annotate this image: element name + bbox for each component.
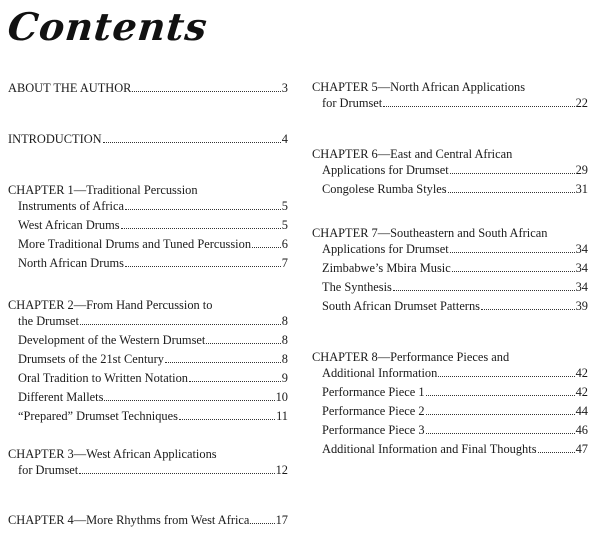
toc-subentry[interactable]: South African Drumset Patterns 39 xyxy=(322,299,588,313)
toc-entry-chapter-2[interactable] xyxy=(8,297,288,424)
toc-page-number: 4 xyxy=(281,132,288,146)
chapter-heading: CHAPTER 2—From Hand Percussion to xyxy=(8,298,213,312)
leader-dots xyxy=(125,209,281,210)
toc-subentry[interactable]: Development of the Western Drumset 8 xyxy=(18,333,288,347)
toc-entry-about-author[interactable] xyxy=(8,80,288,96)
leader-dots xyxy=(79,473,274,474)
chapter-heading-line2: Applications for Drumset xyxy=(322,242,449,256)
toc-page-number: 3 xyxy=(281,81,288,95)
chapter-heading: CHAPTER 3—West African Applications xyxy=(8,447,217,461)
toc-page-number: 17 xyxy=(275,513,288,527)
toc-subentry[interactable]: Additional Information and Final Thoughts 47 xyxy=(322,442,588,456)
chapter-heading-line2: Additional Information xyxy=(322,366,438,380)
toc-page-number: 34 xyxy=(575,242,588,256)
toc-subentry[interactable]: Different Mallets 10 xyxy=(18,390,288,404)
chapter-heading: CHAPTER 1—Traditional Percussion xyxy=(8,183,198,197)
chapter-heading-line2: Instruments of Africa xyxy=(18,199,124,213)
toc-entry-chapter-5[interactable] xyxy=(312,79,588,111)
toc-subentry[interactable]: The Synthesis 34 xyxy=(322,280,588,294)
toc-entry-chapter-8[interactable] xyxy=(312,349,588,457)
toc-entry-label: INTRODUCTION xyxy=(8,132,102,146)
chapter-heading-line2: for Drumset xyxy=(18,463,79,477)
chapter-heading-line2: for Drumset xyxy=(322,96,383,110)
leader-dots xyxy=(103,142,281,143)
toc-subentry[interactable]: West African Drums 5 xyxy=(18,218,288,232)
leader-dots xyxy=(450,252,575,253)
chapter-heading-line2: the Drumset xyxy=(18,314,79,328)
toc-subentry[interactable]: Drumsets of the 21st Century 8 xyxy=(18,352,288,366)
toc-subentry[interactable]: “Prepared” Drumset Techniques 11 xyxy=(18,409,288,423)
chapter-heading: CHAPTER 5—North African Applications xyxy=(312,80,526,94)
toc-entry-chapter-7[interactable] xyxy=(312,225,588,314)
toc-subentry[interactable]: Oral Tradition to Written Notation 9 xyxy=(18,371,288,385)
leader-dots xyxy=(383,106,574,107)
leader-dots xyxy=(450,173,575,174)
chapter-heading: CHAPTER 8—Performance Pieces and xyxy=(312,350,510,364)
toc-page-number: 22 xyxy=(575,96,588,110)
toc-subentry[interactable]: Performance Piece 3 46 xyxy=(322,423,588,437)
toc-page-number: 29 xyxy=(575,163,588,177)
leader-dots xyxy=(250,523,274,524)
toc-entry-chapter-1[interactable] xyxy=(8,182,288,271)
toc-page-number: 42 xyxy=(575,366,588,380)
leader-dots xyxy=(80,324,281,325)
leader-dots xyxy=(438,376,574,377)
chapter-heading: CHAPTER 7—Southeastern and South African xyxy=(312,226,548,240)
toc-entry-chapter-3[interactable] xyxy=(8,446,288,478)
toc-page-number: 5 xyxy=(281,199,288,213)
toc-subentry[interactable]: Zimbabwe’s Mbira Music 34 xyxy=(322,261,588,275)
toc-subentry[interactable]: More Traditional Drums and Tuned Percussion 6 xyxy=(18,237,288,251)
chapter-heading-line2: Applications for Drumset xyxy=(322,163,449,177)
leader-dots xyxy=(132,91,280,92)
toc-subentry[interactable]: Performance Piece 2 44 xyxy=(322,404,588,418)
chapter-heading: CHAPTER 4—More Rhythms from West Africa xyxy=(8,513,250,527)
toc-entry-chapter-4[interactable] xyxy=(8,512,288,528)
toc-subentry[interactable]: Performance Piece 1 42 xyxy=(322,385,588,399)
toc-subentry[interactable]: North African Drums 7 xyxy=(18,256,288,270)
chapter-heading: CHAPTER 6—East and Central African xyxy=(312,147,513,161)
page-title: Contents xyxy=(5,4,210,49)
toc-page-number: 8 xyxy=(281,314,288,328)
toc-page-number: 12 xyxy=(275,463,288,477)
toc-entry-label: ABOUT THE AUTHOR xyxy=(8,81,132,95)
toc-entry-introduction[interactable] xyxy=(8,131,288,147)
toc-entry-chapter-6[interactable] xyxy=(312,146,588,197)
toc-subentry[interactable]: Congolese Rumba Styles 31 xyxy=(322,182,588,196)
